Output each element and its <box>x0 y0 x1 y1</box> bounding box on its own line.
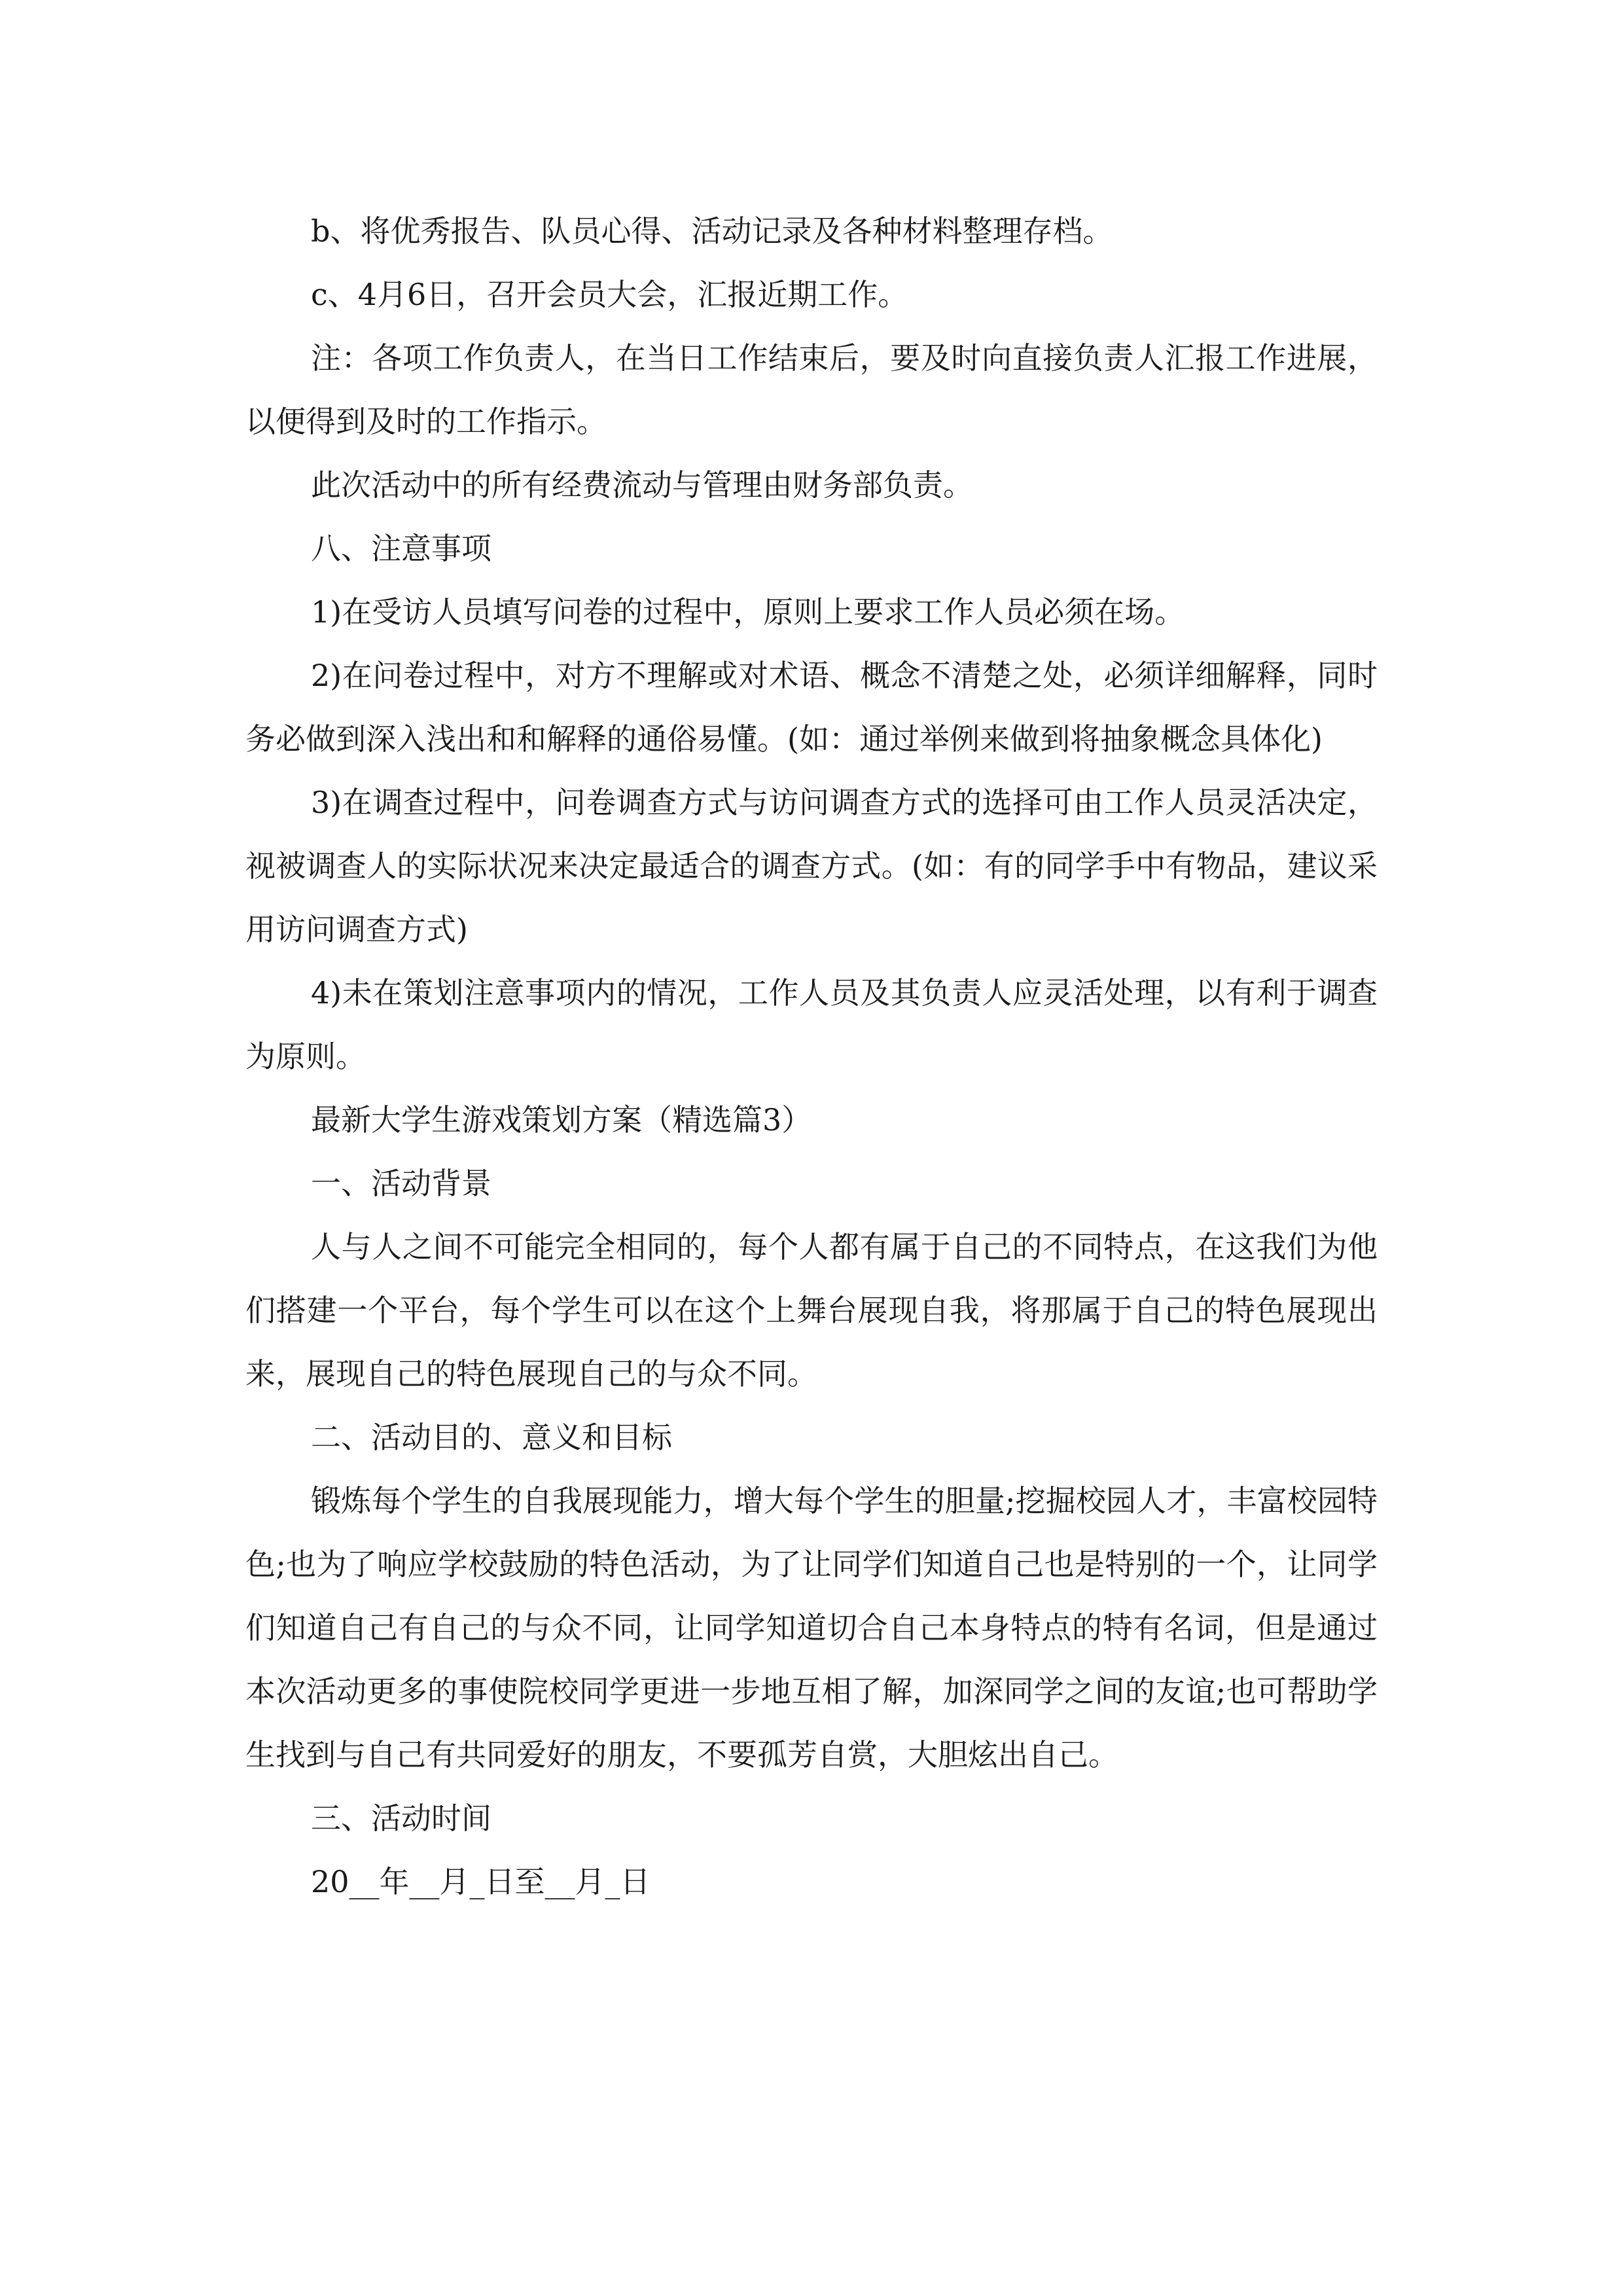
paragraph-member-meeting: c、4月6日，召开会员大会，汇报近期工作。 <box>311 277 908 312</box>
paragraph-time: 20__年__月_日至__月_日 <box>311 1864 651 1899</box>
paragraph-purpose: 锻炼每个学生的自我展现能力，增大每个学生的胆量;挖掘校园人才，丰富校园特色;也为了响应学校鼓励的特色活动，为了让同学们知道自己也是特别的一个，让同学们知道自己有自己的与众不同，让同学知道切合自己本身特点的特有名词，但是通过本次活动更多的事使院校同学更进一步地互相了解，加深同学之间的友谊;也可帮助学生找到与自己有共同爱好的朋友，不要孤芳自赏，大胆炫出自己。 <box>245 1483 1378 1772</box>
section-heading-purpose: 二、活动目的、意义和目标 <box>311 1420 672 1455</box>
paragraph-note-1: 1)在受访人员填写问卷的过程中，原则上要求工作人员必须在场。 <box>311 594 1185 630</box>
section-heading-time: 三、活动时间 <box>311 1801 491 1836</box>
paragraph-finance: 此次活动中的所有经费流动与管理由财务部负责。 <box>311 467 973 503</box>
paragraph-note-reporting: 注：各项工作负责人，在当日工作结束后，要及时向直接负责人汇报工作进展，以便得到及时的工作指示。 <box>245 340 1378 439</box>
section-heading-notes: 八、注意事项 <box>311 531 491 566</box>
paragraph-note-3: 3)在调查过程中，问卷调查方式与访问调查方式的选择可由工作人员灵活决定，视被调查人的实际状况来决定最适合的调查方式。(如：有的同学手中有物品，建议采用访问调查方式) <box>245 785 1378 947</box>
paragraph-archive-materials: b、将优秀报告、队员心得、活动记录及各种材料整理存档。 <box>311 213 1113 249</box>
article-title: 最新大学生游戏策划方案（精选篇3） <box>311 1102 812 1138</box>
section-heading-background: 一、活动背景 <box>311 1166 491 1201</box>
paragraph-note-2: 2)在问卷过程中，对方不理解或对术语、概念不清楚之处，必须详细解释，同时务必做到深入浅出和和解释的通俗易懂。(如：通过举例来做到将抽象概念具体化) <box>245 658 1378 757</box>
paragraph-background: 人与人之间不可能完全相同的，每个人都有属于自己的不同特点，在这我们为他们搭建一个平台，每个学生可以在这个上舞台展现自我，将那属于自己的特色展现出来，展现自己的特色展现自己的与众不同。 <box>245 1229 1378 1391</box>
document-body <box>245 200 1378 1914</box>
paragraph-note-4: 4)未在策划注意事项内的情况，工作人员及其负责人应灵活处理，以有利于调查为原则。 <box>245 975 1378 1074</box>
